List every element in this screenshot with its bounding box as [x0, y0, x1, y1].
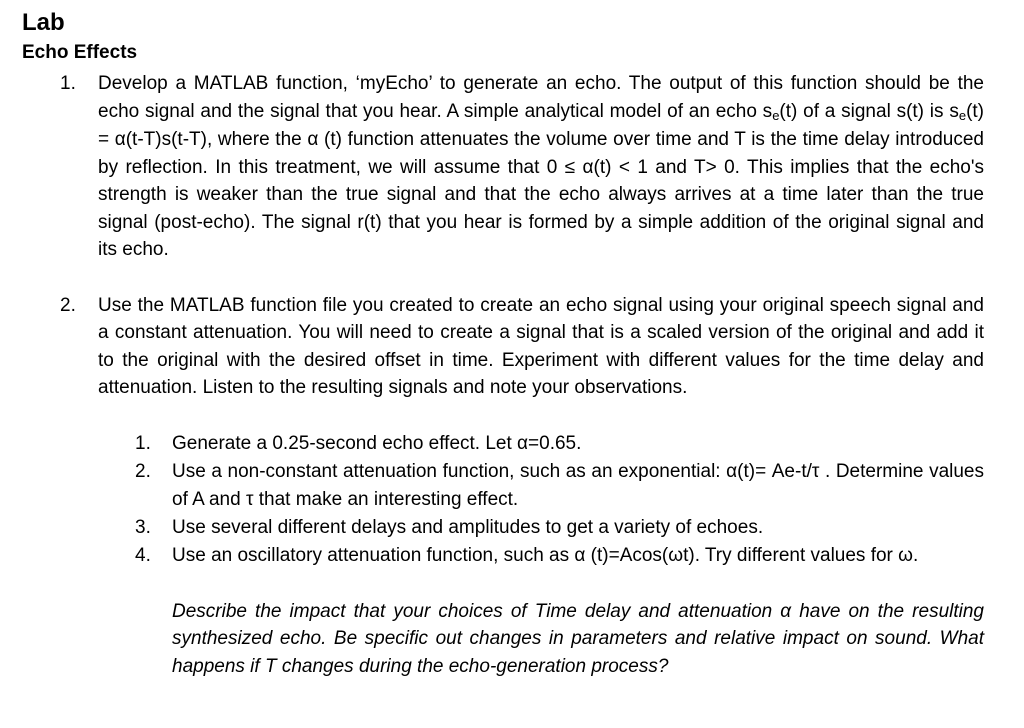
- subtask-text: Use an oscillatory attenuation function, such as α (t)=Acos(ωt). Try different values for ω.: [172, 544, 919, 566]
- task-item-2: [22, 292, 984, 402]
- task-text-part-a: Develop a MATLAB function, ‘myEcho’ to generate an echo. The output of this function should be the echo signal and the signal that you hear. A simple analytical model of an echo s: [98, 73, 984, 122]
- subtask-number: 4.: [135, 544, 151, 566]
- page-title: Lab: [22, 9, 65, 36]
- subtask-text: Use several different delays and amplitudes to get a variety of echoes.: [172, 516, 764, 538]
- subtask-number: 3.: [135, 516, 151, 538]
- subtask-number: 2.: [135, 460, 151, 482]
- subtask-item-2: [22, 458, 984, 514]
- subtask-list: [22, 430, 984, 570]
- subtask-item-4: [22, 542, 984, 570]
- task-text-part-c: (t) = α(t-T)s(t-T), where the α (t) function attenuates the volume over time and T is the time delay introduced by reflection. In this treatment, we will assume that 0 ≤ α(t) < 1 and T> 0. This implies that the echo's strength is weaker than the true signal and that the echo always arrives at a time later than the true signal (post-echo). The signal r(t) that you hear is formed by a simple addition of the original signal and its echo.: [98, 100, 984, 260]
- subtask-text: Use a non-constant attenuation function, such as an exponential: α(t)= Ae-t/τ . Determine values of A and τ that make an interesting effect.: [172, 460, 984, 510]
- document-body: [22, 8, 984, 680]
- task-item-1: [22, 70, 984, 264]
- discussion-question: Describe the impact that your choices of Time delay and attenuation α have on the resulting synthesized echo. Be specific out changes in parameters and relative impact on sound. What happens if T changes during the echo-generation process?: [172, 600, 984, 677]
- subscript-e: e: [958, 107, 967, 123]
- subtask-item-1: [22, 430, 984, 458]
- subtask-item-3: [22, 514, 984, 542]
- task-number: 2.: [60, 294, 76, 316]
- subtask-text: Generate a 0.25-second echo effect. Let α=0.65.: [172, 432, 582, 454]
- subtask-number: 1.: [135, 432, 151, 454]
- section-heading: Echo Effects: [22, 42, 138, 63]
- subscript-e: e: [772, 107, 780, 123]
- task-text: Use the MATLAB function file you created to create an echo signal using your original speech signal and a constant attenuation. You will need to create a signal that is a scaled version of the original and add it to the original with the desired offset in time. Experiment with different values for the time delay and attenuation. Listen to the resulting signals and note your observations.: [98, 294, 984, 398]
- task-number: 1.: [60, 73, 76, 94]
- task-text-part-b: (t) of a signal s(t) is s: [779, 100, 959, 122]
